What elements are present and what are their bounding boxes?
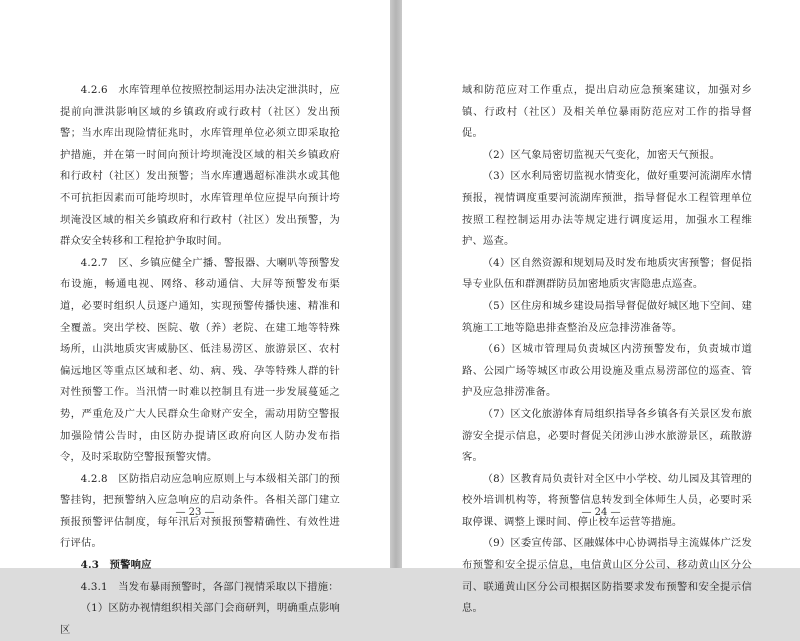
page-number-left: — 23 —: [175, 507, 215, 518]
paragraph-4-2-7: 4.2.7 区、乡镇应健全广播、警报器、大喇叭等预警发布设施，畅通电视、网络、移动通信、大屏等预警发布渠道，必要时组织人员逐户通知，实现预警传播快速、精准和全覆盖。突出学校、医院、敬（养）老院、在建工地等特殊场所，山洪地质灾害威胁区、低洼易涝区、旅游景区、农村偏远地区等重点区域和老、幼、病、残、孕等特殊人群的针对性预警工作。当汛情一时难以控制且有进一步发展蔓延之势，严重危及广大人民群众生命财产安全，需动用防空警报加强险情公告时，由区防办提请区政府向区人防办发布指令，及时采取防空警报预警灾情。: [60, 256, 340, 464]
paragraph-4-2-8: 4.2.8 区防指启动应急响应原则上与本级相关部门的预警挂钩，把预警纳入应急响应的启动条件。各相关部门建立预报预警评估制度，每年汛后对预报预警精确性、有效性进行评估。: [60, 472, 340, 550]
page-left: [0, 0, 390, 636]
page-right-body: [462, 80, 752, 620]
subsection-4-3-1: 4.3.1 当发布暴雨预警时，各部门视情采取以下措施：: [80, 580, 339, 593]
list-item-2: （2）区气象局密切监视天气变化，加密天气预报。: [482, 148, 721, 161]
page-gutter: [390, 0, 402, 568]
page-right: [402, 0, 800, 615]
list-item-8: （8）区教育局负责针对全区中小学校、幼儿园及其管理的校外培训机构等，将预警信息转发到全体师生人员，必要时采取停课、调整上课时间、停止校车运营等措施。: [462, 472, 752, 528]
page-left-body: [60, 80, 340, 641]
list-item-1: （1）区防办视情组织相关部门会商研判，明确重点影响区: [60, 602, 340, 636]
list-item-3: （3）区水利局密切监视水情变化，做好重要河流湖库水情预报，视情调度重要河流湖库预泄，指导督促水工程管理单位按照工程控制运用办法等规定进行调度运用，加强水工程维护、巡查。: [462, 170, 752, 248]
list-item-1-continued: 域和防范应对工作重点，提出启动应急预案建议，加强对乡镇、行政村（社区）及相关单位暴雨防范应对工作的指导督促。: [462, 84, 752, 140]
list-item-5: （5）区住房和城乡建设局指导督促做好城区地下空间、建筑施工工地等隐患排查整治及应急排涝准备等。: [462, 299, 752, 334]
page-number-right: — 24 —: [581, 507, 621, 518]
list-item-6: （6）区城市管理局负责城区内涝预警发布，负责城市道路、公园广场等城区市政公用设施及重点易涝部位的巡查、管护及应急排涝准备。: [462, 343, 752, 399]
list-item-9: （9）区委宣传部、区融媒体中心协调指导主流媒体广泛发布预警和安全提示信息，电信黄山区分公司、移动黄山区分公司、联通黄山区分公司根据区防指要求发布预警和安全提示信息。: [462, 537, 752, 615]
list-item-7: （7）区文化旅游体育局组织指导各乡镇各有关景区发布旅游安全提示信息，必要时督促关闭涉山涉水旅游景区，疏散游客。: [462, 407, 752, 464]
section-heading-4-3: 4.3 预警响应: [80, 559, 152, 572]
list-item-4: （4）区自然资源和规划局及时发布地质灾害预警；督促指导专业队伍和群测群防员加密地质灾害隐患点巡查。: [462, 256, 752, 291]
paragraph-4-2-6: 4.2.6 水库管理单位按照控制运用办法决定泄洪时，应提前向泄洪影响区域的乡镇政府或行政村（社区）发出预警；当水库出现险情征兆时，水库管理单位必须立即采取抢护措施，并在第一时间向预计垮坝淹没区域的相关乡镇政府和行政村（社区）发出预警；当水库遭遇超标准洪水或其他不可抗拒因素而可能垮坝时，水库管理单位应提早向预计垮坝淹没区域的相关乡镇政府和行政村（社区）发出预警，为群众安全转移和工程抢护争取时间。: [60, 84, 340, 248]
